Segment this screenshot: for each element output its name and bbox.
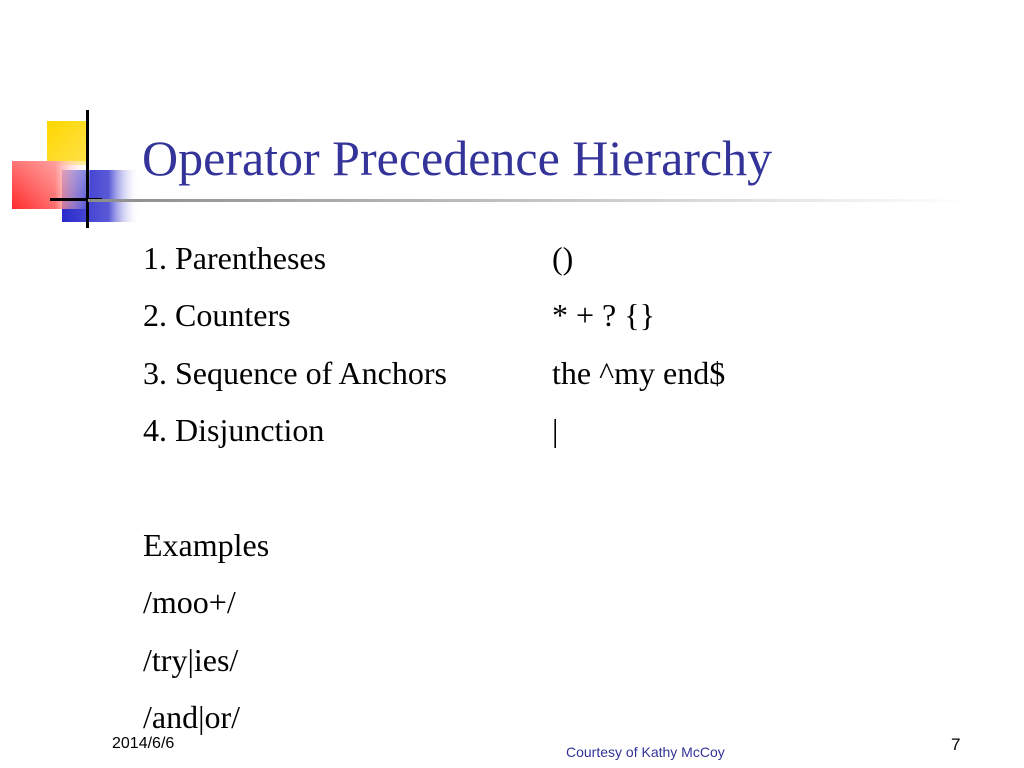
precedence-term: 3. Sequence of Anchors (143, 354, 447, 391)
precedence-row (143, 230, 725, 287)
title-underline (88, 199, 968, 202)
precedence-term: 1. Parentheses (143, 240, 327, 276)
slide-body (143, 230, 725, 747)
precedence-row (143, 345, 725, 402)
precedence-term: 2. Counters (143, 297, 291, 334)
spacer (143, 460, 725, 517)
example-regex: /moo+/ (143, 584, 236, 621)
decorative-squares-logo (0, 0, 140, 240)
precedence-symbols: the ^my end$ (552, 354, 726, 391)
precedence-symbols: * + ? {} (552, 297, 655, 334)
footer-date: 2014/6/6 (112, 735, 175, 752)
vertical-line (86, 110, 89, 228)
footer-credit: Courtesy of Kathy McCoy (566, 744, 725, 760)
precedence-symbols: () (552, 240, 574, 276)
slide-title: Operator Precedence Hierarchy (142, 130, 773, 186)
precedence-symbols: | (552, 412, 559, 449)
example-regex: /try|ies/ (143, 641, 239, 678)
slide-number: 7 (951, 735, 961, 754)
example-regex: /and|or/ (143, 699, 241, 736)
examples-heading: Examples (143, 526, 270, 563)
precedence-row (143, 287, 725, 344)
precedence-term: 4. Disjunction (143, 412, 325, 449)
precedence-row (143, 402, 725, 459)
yellow-square (47, 121, 89, 165)
